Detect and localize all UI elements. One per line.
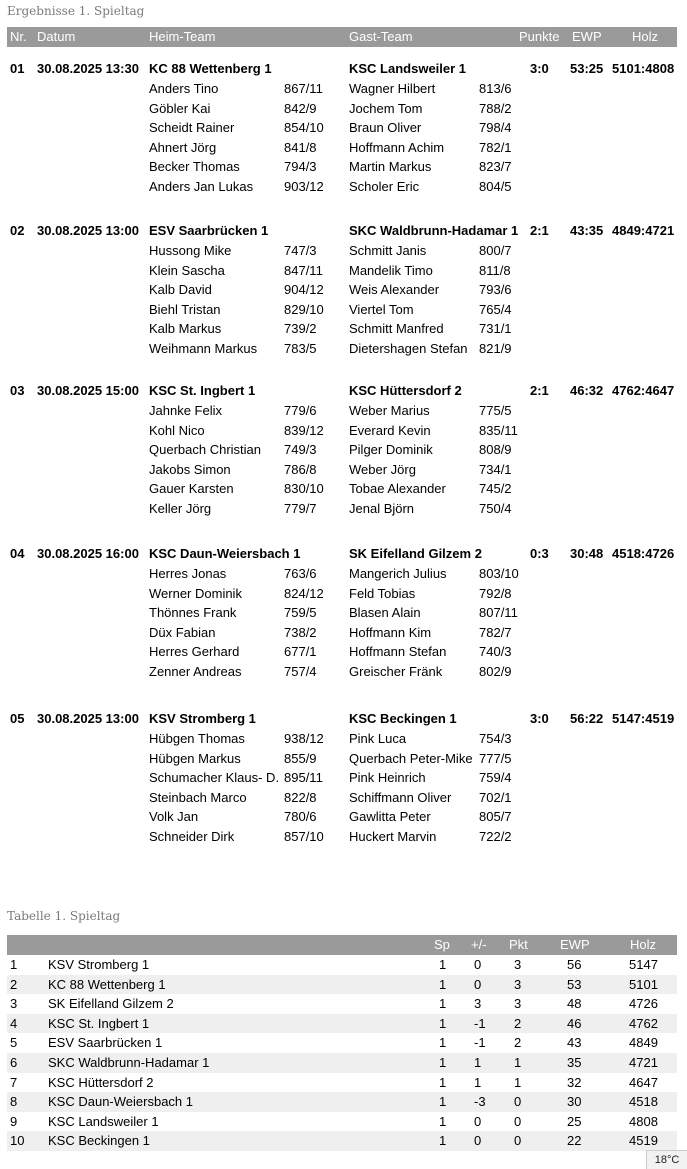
header-ewp: EWP bbox=[572, 29, 602, 44]
guest-score: 731/1 bbox=[479, 321, 512, 337]
home-score: 830/10 bbox=[284, 481, 324, 497]
game-nr: 03 bbox=[10, 383, 25, 398]
guest-player: Weis Alexander bbox=[349, 282, 440, 298]
game-points: 0:3 bbox=[530, 546, 549, 561]
player-row bbox=[0, 664, 687, 684]
guest-score: 800/7 bbox=[479, 243, 512, 258]
table-header-ewp: EWP bbox=[560, 937, 590, 952]
table-row bbox=[7, 994, 677, 1014]
table-pkt: 0 bbox=[514, 1133, 522, 1149]
table-wood: 4808 bbox=[629, 1113, 658, 1129]
home-score: 857/10 bbox=[284, 829, 324, 844]
home-score: 867/11 bbox=[284, 81, 323, 96]
player-row bbox=[0, 501, 687, 521]
home-player: Klein Sascha bbox=[149, 262, 225, 278]
player-row bbox=[0, 341, 687, 361]
table-diff: 0 bbox=[474, 1113, 482, 1129]
table-row bbox=[7, 1092, 677, 1112]
guest-player: Martin Markus bbox=[349, 159, 432, 175]
guest-score: 811/8 bbox=[479, 262, 511, 278]
table-row bbox=[7, 1112, 677, 1132]
table-ewp: 30 bbox=[567, 1094, 582, 1110]
guest-player: Greischer Fränk bbox=[349, 664, 443, 679]
table-diff: 0 bbox=[474, 1133, 482, 1149]
home-player: Zenner Andreas bbox=[149, 664, 242, 679]
home-score: 847/11 bbox=[284, 262, 323, 278]
table-sp: 1 bbox=[439, 976, 447, 992]
game-points: 2:1 bbox=[530, 383, 549, 398]
table-team: KC 88 Wettenberg 1 bbox=[48, 976, 166, 992]
guest-player: Mandelik Timo bbox=[349, 262, 433, 278]
home-player: Anders Tino bbox=[149, 81, 219, 96]
player-row bbox=[0, 770, 687, 790]
table-ewp: 22 bbox=[567, 1133, 582, 1149]
weather-widget[interactable]: 18°C bbox=[646, 1150, 687, 1169]
game-wood: 4849:4721 bbox=[612, 223, 675, 238]
guest-player: Hoffmann Achim bbox=[349, 139, 445, 155]
home-score: 757/4 bbox=[284, 664, 317, 679]
home-score: 824/12 bbox=[284, 585, 324, 601]
game-wood: 4762:4647 bbox=[612, 383, 675, 398]
player-row bbox=[0, 243, 687, 263]
player-row bbox=[0, 731, 687, 751]
home-score: 794/3 bbox=[284, 159, 317, 175]
guest-player: Pink Luca bbox=[349, 731, 407, 746]
table-row bbox=[7, 1014, 677, 1034]
guest-player: Mangerich Julius bbox=[349, 566, 447, 581]
game-ewp: 56:22 bbox=[570, 711, 604, 726]
game-block bbox=[0, 221, 687, 381]
home-player: Kohl Nico bbox=[149, 422, 205, 438]
home-player: Werner Dominik bbox=[149, 585, 242, 601]
table-team: KSC St. Ingbert 1 bbox=[48, 1015, 150, 1031]
home-player: Becker Thomas bbox=[149, 159, 240, 175]
table-pkt: 2 bbox=[514, 1015, 522, 1031]
player-row bbox=[0, 282, 687, 302]
table-team: KSC Daun-Weiersbach 1 bbox=[48, 1094, 193, 1110]
table-sp: 1 bbox=[439, 1094, 447, 1110]
player-row bbox=[0, 159, 687, 179]
player-row bbox=[0, 605, 687, 625]
home-score: 738/2 bbox=[284, 624, 317, 640]
player-row bbox=[0, 809, 687, 829]
player-row bbox=[0, 321, 687, 341]
table-rank: 6 bbox=[10, 1055, 18, 1070]
table-diff: -1 bbox=[474, 1035, 486, 1051]
game-home-team: ESV Saarbrücken 1 bbox=[149, 223, 269, 238]
game-wood: 5147:4519 bbox=[612, 711, 675, 726]
home-player: Jakobs Simon bbox=[149, 461, 231, 477]
home-score: 842/9 bbox=[284, 100, 317, 116]
table-header-wood: Holz bbox=[630, 937, 657, 952]
guest-score: 805/7 bbox=[479, 809, 512, 825]
home-score: 903/12 bbox=[284, 179, 324, 194]
home-score: 904/12 bbox=[284, 282, 324, 298]
guest-player: Weber Marius bbox=[349, 403, 430, 418]
guest-player: Wagner Hilbert bbox=[349, 81, 436, 96]
table-pkt: 1 bbox=[514, 1074, 522, 1090]
table-pkt: 3 bbox=[514, 996, 522, 1012]
home-player: Scheidt Rainer bbox=[149, 120, 235, 136]
game-home-team: KSC Daun-Weiersbach 1 bbox=[149, 546, 301, 561]
home-score: 938/12 bbox=[284, 731, 324, 746]
player-row bbox=[0, 790, 687, 810]
guest-score: 798/4 bbox=[479, 120, 512, 136]
game-points: 3:0 bbox=[530, 61, 549, 76]
game-block bbox=[0, 544, 687, 704]
home-player: Herres Jonas bbox=[149, 566, 227, 581]
guest-score: 775/5 bbox=[479, 403, 512, 418]
table-row bbox=[7, 955, 677, 975]
guest-score: 777/5 bbox=[479, 750, 512, 766]
game-points: 2:1 bbox=[530, 223, 549, 238]
game-guest-team: SK Eifelland Gilzem 2 bbox=[349, 546, 482, 561]
player-row bbox=[0, 829, 687, 849]
table-pkt: 0 bbox=[514, 1113, 522, 1129]
home-score: 822/8 bbox=[284, 789, 317, 805]
table-wood: 5101 bbox=[629, 976, 658, 992]
game-ewp: 46:32 bbox=[570, 383, 604, 398]
table-rank: 7 bbox=[10, 1074, 18, 1090]
table-ewp: 46 bbox=[567, 1015, 582, 1031]
guest-player: Weber Jörg bbox=[349, 461, 416, 477]
game-ewp: 30:48 bbox=[570, 546, 604, 561]
table-rank: 5 bbox=[10, 1035, 18, 1051]
table-ewp: 48 bbox=[567, 996, 582, 1012]
table-wood: 4721 bbox=[629, 1055, 658, 1070]
table-ewp: 25 bbox=[567, 1113, 582, 1129]
header-date: Datum bbox=[37, 29, 76, 44]
header-home: Heim-Team bbox=[149, 29, 216, 44]
game-ewp: 43:35 bbox=[570, 223, 604, 238]
home-score: 780/6 bbox=[284, 809, 317, 825]
game-wood: 5101:4808 bbox=[612, 61, 675, 76]
guest-player: Viertel Tom bbox=[349, 301, 414, 317]
table-wood: 4849 bbox=[629, 1035, 658, 1051]
results-title: Ergebnisse 1. Spieltag bbox=[7, 4, 145, 18]
table-wood: 4518 bbox=[629, 1094, 658, 1110]
guest-player: Hoffmann Kim bbox=[349, 624, 432, 640]
home-player: Düx Fabian bbox=[149, 624, 216, 640]
home-player: Schumacher Klaus- D. bbox=[149, 770, 280, 786]
home-player: Keller Jörg bbox=[149, 501, 212, 516]
guest-score: 702/1 bbox=[479, 789, 512, 805]
home-score: 855/9 bbox=[284, 750, 317, 766]
table-rank: 9 bbox=[10, 1113, 18, 1129]
player-row bbox=[0, 442, 687, 462]
guest-player: Huckert Marvin bbox=[349, 829, 437, 844]
table-row bbox=[7, 1131, 677, 1151]
table-diff: 0 bbox=[474, 957, 482, 972]
guest-score: 808/9 bbox=[479, 442, 512, 458]
home-score: 841/8 bbox=[284, 139, 317, 155]
table-pkt: 3 bbox=[514, 976, 522, 992]
game-date: 30.08.2025 13:30 bbox=[37, 61, 139, 76]
player-row bbox=[0, 462, 687, 482]
home-score: 786/8 bbox=[284, 461, 317, 477]
table-ewp: 56 bbox=[567, 957, 582, 972]
table-team: KSC Beckingen 1 bbox=[48, 1133, 150, 1149]
home-player: Biehl Tristan bbox=[149, 301, 221, 317]
home-score: 739/2 bbox=[284, 321, 317, 337]
game-block bbox=[0, 381, 687, 541]
table-ewp: 43 bbox=[567, 1035, 582, 1051]
table-title: Tabelle 1. Spieltag bbox=[7, 909, 121, 923]
guest-score: 821/9 bbox=[479, 341, 512, 356]
home-player: Schneider Dirk bbox=[149, 829, 235, 844]
guest-player: Jenal Björn bbox=[349, 501, 415, 516]
player-row bbox=[0, 481, 687, 501]
table-sp: 1 bbox=[439, 957, 447, 972]
table-sp: 1 bbox=[439, 1113, 447, 1129]
home-score: 749/3 bbox=[284, 442, 317, 458]
table-team: KSC Hüttersdorf 2 bbox=[48, 1074, 154, 1090]
header-wood: Holz bbox=[632, 29, 659, 44]
guest-score: 745/2 bbox=[479, 481, 512, 497]
header-points: Punkte bbox=[519, 29, 560, 44]
table-rank: 3 bbox=[10, 996, 18, 1012]
table-pkt: 0 bbox=[514, 1094, 522, 1110]
table-wood: 4519 bbox=[629, 1133, 658, 1149]
table-row bbox=[7, 1053, 677, 1073]
guest-player: Everard Kevin bbox=[349, 422, 431, 438]
game-ewp: 53:25 bbox=[570, 61, 604, 76]
table-row bbox=[7, 1033, 677, 1053]
player-row bbox=[0, 81, 687, 101]
guest-score: 759/4 bbox=[479, 770, 512, 786]
home-score: 783/5 bbox=[284, 341, 317, 356]
guest-score: 807/11 bbox=[479, 605, 518, 621]
player-row bbox=[0, 302, 687, 322]
guest-score: 792/8 bbox=[479, 585, 512, 601]
home-score: 854/10 bbox=[284, 120, 324, 136]
guest-player: Schmitt Janis bbox=[349, 243, 427, 258]
game-date: 30.08.2025 15:00 bbox=[37, 383, 139, 398]
home-score: 895/11 bbox=[284, 770, 323, 786]
table-team: SK Eifelland Gilzem 2 bbox=[48, 996, 174, 1012]
game-home-team: KSC St. Ingbert 1 bbox=[149, 383, 256, 398]
player-row bbox=[0, 644, 687, 664]
game-home-team: KC 88 Wettenberg 1 bbox=[149, 61, 272, 76]
table-team: SKC Waldbrunn-Hadamar 1 bbox=[48, 1055, 210, 1070]
player-row bbox=[0, 179, 687, 199]
guest-player: Schiffmann Oliver bbox=[349, 789, 452, 805]
table-pkt: 3 bbox=[514, 957, 522, 972]
guest-player: Pink Heinrich bbox=[349, 770, 426, 786]
player-row bbox=[0, 625, 687, 645]
table-rank: 2 bbox=[10, 976, 18, 992]
table-wood: 4647 bbox=[629, 1074, 658, 1090]
table-ewp: 53 bbox=[567, 976, 582, 992]
home-player: Thönnes Frank bbox=[149, 605, 237, 621]
home-player: Hübgen Thomas bbox=[149, 731, 245, 746]
table-sp: 1 bbox=[439, 1015, 447, 1031]
home-player: Weihmann Markus bbox=[149, 341, 258, 356]
table-team: KSC Landsweiler 1 bbox=[48, 1113, 159, 1129]
guest-score: 804/5 bbox=[479, 179, 512, 194]
table-header-diff: +/- bbox=[471, 937, 487, 952]
guest-player: Schmitt Manfred bbox=[349, 321, 444, 337]
player-row bbox=[0, 101, 687, 121]
home-player: Hussong Mike bbox=[149, 243, 232, 258]
table-header-sp: Sp bbox=[434, 937, 450, 952]
home-player: Gauer Karsten bbox=[149, 481, 234, 497]
home-score: 779/7 bbox=[284, 501, 317, 516]
player-row bbox=[0, 140, 687, 160]
game-nr: 04 bbox=[10, 546, 25, 561]
home-score: 763/6 bbox=[284, 566, 317, 581]
table-pkt: 2 bbox=[514, 1035, 522, 1051]
header-guest: Gast-Team bbox=[349, 29, 413, 44]
guest-player: Braun Oliver bbox=[349, 120, 422, 136]
game-guest-team: SKC Waldbrunn-Hadamar 1 bbox=[349, 223, 519, 238]
home-player: Steinbach Marco bbox=[149, 789, 247, 805]
guest-player: Scholer Eric bbox=[349, 179, 420, 194]
table-diff: 1 bbox=[474, 1074, 482, 1090]
game-block bbox=[0, 709, 687, 869]
guest-score: 802/9 bbox=[479, 664, 512, 679]
table-ewp: 32 bbox=[567, 1074, 582, 1090]
home-player: Herres Gerhard bbox=[149, 644, 240, 660]
table-pkt: 1 bbox=[514, 1055, 522, 1070]
guest-player: Querbach Peter-Mike bbox=[349, 750, 473, 766]
table-diff: 3 bbox=[474, 996, 482, 1012]
table-header-pkt: Pkt bbox=[509, 937, 528, 952]
game-wood: 4518:4726 bbox=[612, 546, 675, 561]
table-sp: 1 bbox=[439, 1035, 447, 1051]
guest-score: 782/1 bbox=[479, 139, 512, 155]
table-sp: 1 bbox=[439, 1055, 447, 1070]
guest-score: 835/11 bbox=[479, 422, 518, 438]
table-header bbox=[7, 935, 677, 955]
table-rank: 10 bbox=[10, 1133, 25, 1149]
game-nr: 01 bbox=[10, 61, 25, 76]
game-date: 30.08.2025 13:00 bbox=[37, 223, 139, 238]
table-team: KSV Stromberg 1 bbox=[48, 957, 150, 972]
player-row bbox=[0, 586, 687, 606]
table-wood: 4762 bbox=[629, 1015, 658, 1031]
guest-score: 765/4 bbox=[479, 301, 512, 317]
home-player: Kalb David bbox=[149, 282, 212, 298]
table-sp: 1 bbox=[439, 996, 447, 1012]
table-ewp: 35 bbox=[567, 1055, 582, 1070]
table-diff: 1 bbox=[474, 1055, 482, 1070]
game-guest-team: KSC Hüttersdorf 2 bbox=[349, 383, 462, 398]
table-rank: 8 bbox=[10, 1094, 18, 1110]
guest-player: Dietershagen Stefan bbox=[349, 341, 468, 356]
guest-player: Gawlitta Peter bbox=[349, 809, 431, 825]
home-player: Jahnke Felix bbox=[149, 403, 222, 418]
guest-score: 793/6 bbox=[479, 282, 512, 298]
guest-score: 754/3 bbox=[479, 731, 512, 746]
home-player: Anders Jan Lukas bbox=[149, 179, 254, 194]
player-row bbox=[0, 423, 687, 443]
guest-score: 734/1 bbox=[479, 461, 512, 477]
table-sp: 1 bbox=[439, 1133, 447, 1149]
table-row bbox=[7, 1073, 677, 1093]
home-player: Ahnert Jörg bbox=[149, 139, 217, 155]
guest-score: 740/3 bbox=[479, 644, 512, 660]
results-header bbox=[7, 27, 677, 47]
game-home-team: KSV Stromberg 1 bbox=[149, 711, 256, 726]
guest-score: 803/10 bbox=[479, 566, 519, 581]
guest-score: 788/2 bbox=[479, 100, 512, 116]
guest-score: 722/2 bbox=[479, 829, 512, 844]
table-rank: 1 bbox=[10, 957, 18, 972]
home-player: Kalb Markus bbox=[149, 321, 222, 337]
player-row bbox=[0, 403, 687, 423]
home-score: 747/3 bbox=[284, 243, 317, 258]
table-sp: 1 bbox=[439, 1074, 447, 1090]
table-diff: -3 bbox=[474, 1094, 486, 1110]
player-row bbox=[0, 263, 687, 283]
player-row bbox=[0, 566, 687, 586]
player-row bbox=[0, 751, 687, 771]
guest-player: Jochem Tom bbox=[349, 100, 423, 116]
table-team: ESV Saarbrücken 1 bbox=[48, 1035, 163, 1051]
home-player: Querbach Christian bbox=[149, 442, 261, 458]
guest-player: Pilger Dominik bbox=[349, 442, 433, 458]
game-date: 30.08.2025 16:00 bbox=[37, 546, 139, 561]
guest-player: Feld Tobias bbox=[349, 585, 416, 601]
home-score: 839/12 bbox=[284, 422, 324, 438]
guest-player: Blasen Alain bbox=[349, 605, 421, 621]
home-player: Göbler Kai bbox=[149, 100, 211, 116]
home-player: Hübgen Markus bbox=[149, 750, 241, 766]
guest-score: 813/6 bbox=[479, 81, 512, 96]
home-score: 759/5 bbox=[284, 605, 317, 621]
home-score: 829/10 bbox=[284, 301, 324, 317]
game-nr: 02 bbox=[10, 223, 25, 238]
home-player: Volk Jan bbox=[149, 809, 199, 825]
game-block bbox=[0, 59, 687, 219]
home-score: 779/6 bbox=[284, 403, 317, 418]
guest-score: 823/7 bbox=[479, 159, 512, 175]
table-rank: 4 bbox=[10, 1015, 18, 1031]
table-diff: -1 bbox=[474, 1015, 486, 1031]
guest-player: Hoffmann Stefan bbox=[349, 644, 447, 660]
table-wood: 5147 bbox=[629, 957, 658, 972]
guest-player: Tobae Alexander bbox=[349, 481, 446, 497]
header-nr: Nr. bbox=[10, 29, 27, 44]
table-row bbox=[7, 975, 677, 995]
game-points: 3:0 bbox=[530, 711, 549, 726]
game-nr: 05 bbox=[10, 711, 25, 726]
game-date: 30.08.2025 13:00 bbox=[37, 711, 139, 726]
guest-score: 750/4 bbox=[479, 501, 512, 516]
game-guest-team: KSC Beckingen 1 bbox=[349, 711, 457, 726]
player-row bbox=[0, 120, 687, 140]
table-diff: 0 bbox=[474, 976, 482, 992]
table-wood: 4726 bbox=[629, 996, 658, 1012]
game-guest-team: KSC Landsweiler 1 bbox=[349, 61, 467, 76]
guest-score: 782/7 bbox=[479, 624, 512, 640]
home-score: 677/1 bbox=[284, 644, 317, 660]
